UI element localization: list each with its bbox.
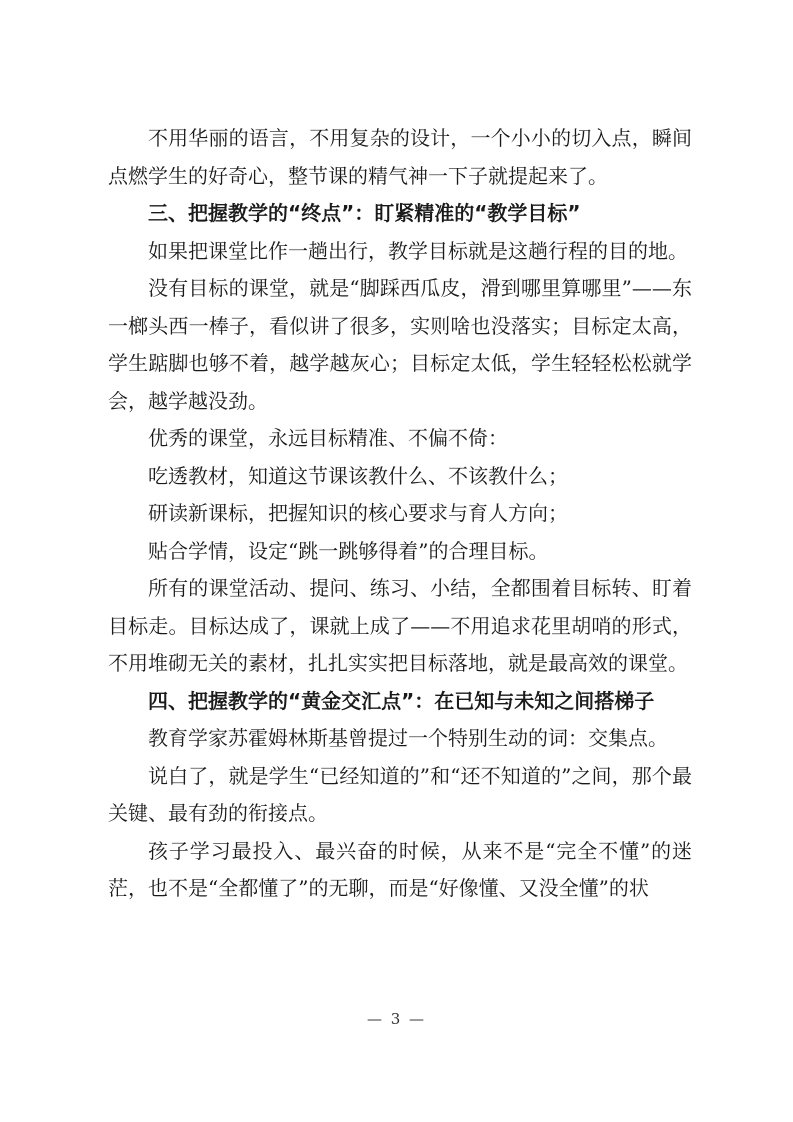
paragraph: 优秀的课堂，永远目标精准、不偏不倚：	[148, 426, 508, 450]
paragraph: 没有目标的课堂，就是“脚踩西瓜皮，滑到哪里算哪里”——东一榔头西一棒子，看似讲了很多，实则啥也没落实；目标定太高，学生踮脚也够不着，越学越灰心；目标定太低，学生轻轻松松就学会，越学越没劲。	[108, 276, 692, 413]
section-heading-4: 四、把握教学的“黄金交汇点”：在已知与未知之间搭梯子	[148, 688, 655, 713]
paragraph: 所有的课堂活动、提问、练习、小结，全都围着目标转、盯着目标走。目标达成了，课就上成了——不用追求花里胡哨的形式，不用堆砌无关的素材，扎扎实实把目标落地，就是最高效的课堂。	[108, 576, 692, 675]
page-number: — 3 —	[366, 1010, 427, 1028]
paragraph: 吃透教材，知道这节课该教什么、不该教什么；	[148, 463, 568, 488]
paragraph: 教育学家苏霍姆林斯基曾提过一个特别生动的词：交集点。	[148, 726, 668, 750]
paragraph: 说白了，就是学生“已经知道的”和“还不知道的”之间，那个最关键、最有劲的衔接点。	[108, 763, 692, 825]
paragraph: 如果把课堂比作一趟出行，教学目标就是这趟行程的目的地。	[148, 238, 688, 263]
paragraph: 孩子学习最投入、最兴奋的时候，从来不是“完全不懂”的迷茫，也不是“全都懂了”的无聊，而是“好像懂、又没全懂”的状	[108, 838, 692, 900]
paragraph: 贴合学情，设定“跳一跳够得着”的合理目标。	[148, 538, 549, 563]
paragraph: 不用华丽的语言，不用复杂的设计，一个小小的切入点，瞬间点燃学生的好奇心，整节课的精气神一下子就提起来了。	[108, 126, 692, 188]
paragraph: 研读新课标，把握知识的核心要求与育人方向；	[148, 501, 568, 525]
section-heading-3: 三、把握教学的“终点”：盯紧精准的“教学目标”	[148, 201, 581, 225]
page-body	[108, 120, 692, 908]
